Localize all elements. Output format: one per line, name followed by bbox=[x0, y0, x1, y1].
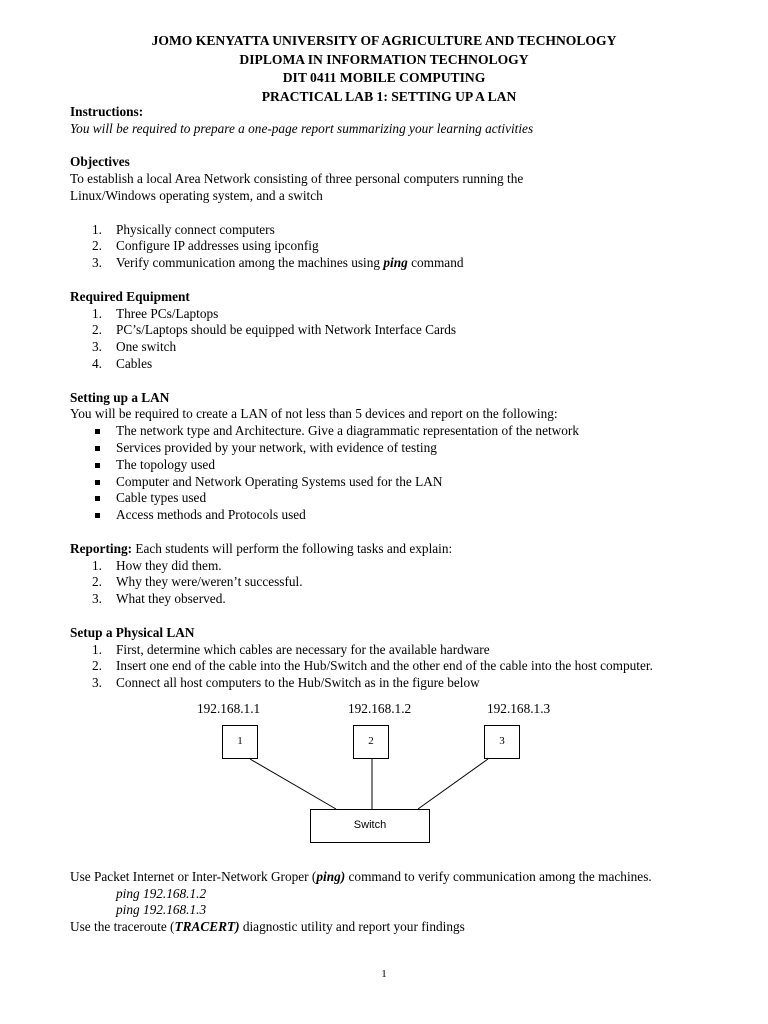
list-item: 2. Why they were/weren’t successful. bbox=[92, 574, 303, 590]
list-item: 3. Connect all host computers to the Hub/Switch as in the figure below bbox=[92, 675, 480, 691]
ip-label-2: 192.168.1.2 bbox=[348, 700, 412, 716]
host-computer-2: 2 bbox=[353, 725, 389, 759]
program-name: DIPLOMA IN INFORMATION TECHNOLOGY bbox=[239, 51, 529, 67]
physical-list bbox=[70, 642, 710, 692]
lab-title: PRACTICAL LAB 1: SETTING UP A LAN bbox=[261, 88, 517, 104]
page-number: 1 bbox=[381, 968, 387, 980]
setup-heading: Setting up a LAN bbox=[70, 389, 170, 405]
bullet-icon bbox=[95, 446, 100, 451]
reporting-heading: Reporting: bbox=[70, 540, 133, 556]
list-item: Access methods and Protocols used bbox=[70, 507, 710, 524]
objectives-text-line1: To establish a local Area Network consisting of three personal computers running the bbox=[70, 171, 524, 187]
list-item: 3. One switch bbox=[92, 339, 177, 355]
objectives-heading: Objectives bbox=[70, 154, 130, 170]
list-item: Services provided by your network, with evidence of testing bbox=[70, 440, 710, 457]
list-item: The network type and Architecture. Give a diagrammatic representation of the network bbox=[70, 423, 710, 440]
ping-command-2: ping 192.168.1.3 bbox=[116, 902, 207, 918]
setup-intro: You will be required to create a LAN of not less than 5 devices and report on the following: bbox=[70, 406, 558, 422]
list-item: The topology used bbox=[70, 457, 710, 474]
list-item: 2. Insert one end of the cable into the Hub/Switch and the other end of the cable into the host computer. bbox=[92, 658, 653, 674]
wire-3 bbox=[418, 759, 488, 809]
bullet-icon bbox=[95, 463, 100, 468]
instructions-heading: Instructions: bbox=[70, 104, 144, 119]
equipment-list bbox=[70, 306, 710, 373]
objectives-list bbox=[70, 222, 710, 272]
list-item: 2. PC’s/Laptops should be equipped with Network Interface Cards bbox=[92, 322, 457, 338]
bullet-icon bbox=[95, 496, 100, 501]
ping-keyword: ping bbox=[383, 255, 408, 271]
host-computer-1: 1 bbox=[222, 725, 258, 759]
wire-1 bbox=[250, 759, 336, 809]
physical-heading: Setup a Physical LAN bbox=[70, 624, 195, 640]
list-item: 3. What they observed. bbox=[92, 591, 226, 607]
list-item: 4. Cables bbox=[92, 355, 153, 371]
ping-paragraph: Use Packet Internet or Inter-Network Groper (ping) command to verify communication among the machines. bbox=[70, 868, 652, 884]
bullet-icon bbox=[95, 429, 100, 434]
objectives-text-line2: Linux/Windows operating system, and a switch bbox=[70, 187, 323, 203]
setup-bullets bbox=[70, 423, 710, 524]
host-computer-3: 3 bbox=[484, 725, 520, 759]
network-diagram bbox=[0, 701, 768, 869]
bullet-icon bbox=[95, 480, 100, 485]
university-name: JOMO KENYATTA UNIVERSITY OF AGRICULTURE AND TECHNOLOGY bbox=[151, 33, 617, 48]
ip-label-3: 192.168.1.3 bbox=[487, 700, 551, 716]
list-item: 1. First, determine which cables are necessary for the available hardware bbox=[92, 641, 490, 657]
ping-keyword: ping) bbox=[316, 868, 346, 884]
course-name: DIT 0411 MOBILE COMPUTING bbox=[282, 70, 486, 85]
ping-command-1: ping 192.168.1.2 bbox=[116, 885, 207, 901]
document-body bbox=[70, 104, 710, 936]
tracert-keyword: TRACERT) bbox=[174, 919, 240, 935]
network-switch: Switch bbox=[310, 809, 430, 843]
reporting-paragraph: Reporting: Each students will perform the following tasks and explain: bbox=[70, 540, 453, 556]
list-item: 2. Configure IP addresses using ipconfig bbox=[92, 238, 319, 254]
list-item: 1. Three PCs/Laptops bbox=[92, 305, 219, 321]
tracert-paragraph: Use the traceroute (TRACERT) diagnostic utility and report your findings bbox=[70, 919, 465, 935]
bullet-icon bbox=[95, 513, 100, 518]
equipment-heading: Required Equipment bbox=[70, 288, 190, 304]
list-item: 3. Verify communication among the machines using ping command bbox=[92, 255, 464, 271]
instructions-text: You will be required to prepare a one-page report summarizing your learning activities bbox=[70, 120, 534, 136]
reporting-list bbox=[70, 558, 710, 608]
list-item: Computer and Network Operating Systems used for the LAN bbox=[70, 474, 710, 491]
ip-label-1: 192.168.1.1 bbox=[197, 700, 261, 716]
document-header bbox=[0, 32, 768, 106]
list-item: Cable types used bbox=[70, 490, 710, 507]
list-item: 1. How they did them. bbox=[92, 557, 222, 573]
list-item: 1. Physically connect computers bbox=[92, 221, 275, 237]
